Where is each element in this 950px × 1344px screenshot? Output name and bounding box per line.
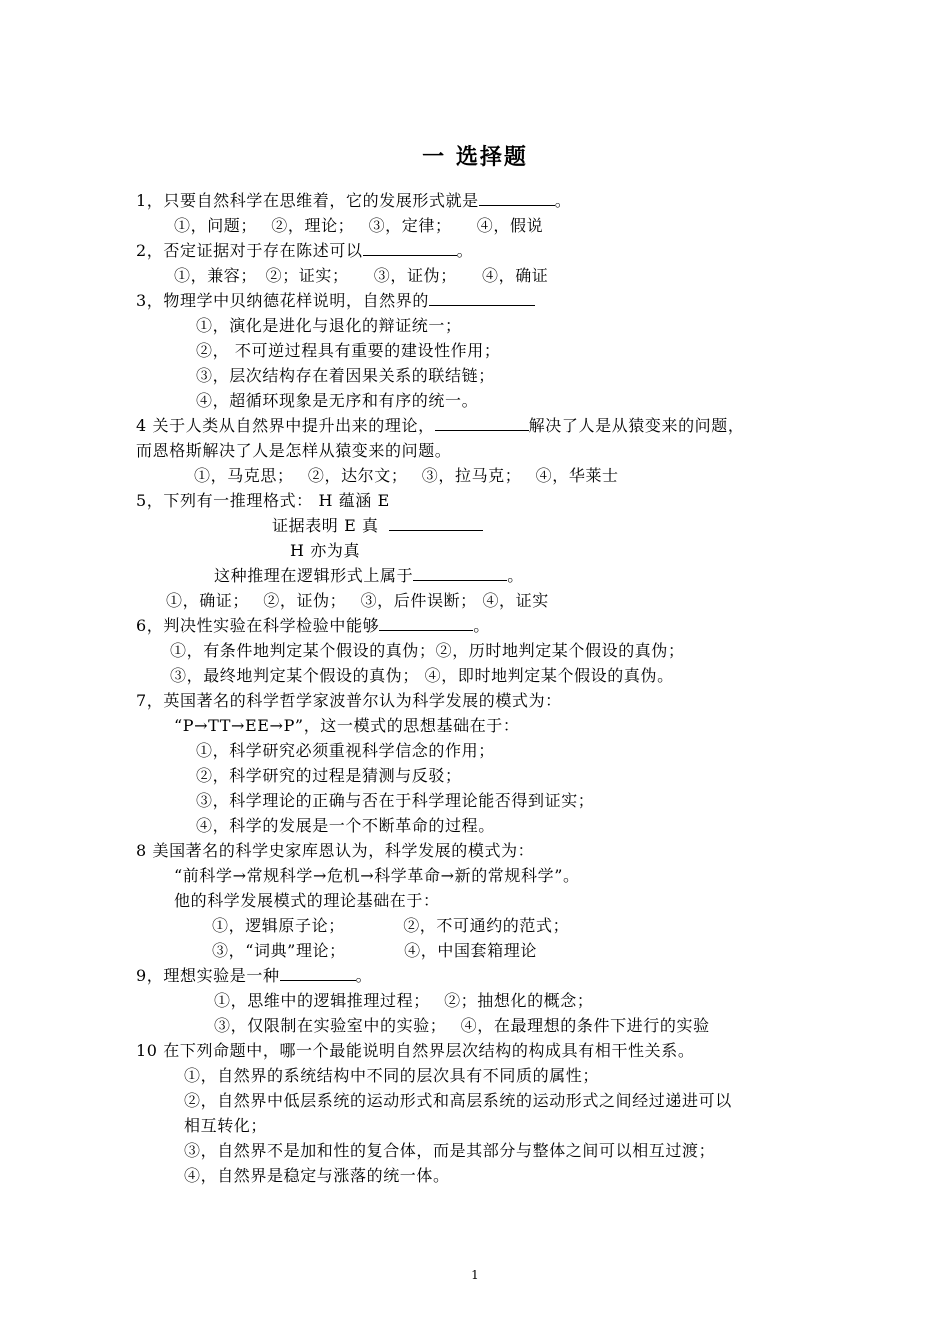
question-9-options-3-4: ③，仅限制在实验室中的实验； ④，在最理想的条件下进行的实验 <box>214 1016 710 1035</box>
question-text-end: 。 <box>456 241 474 260</box>
question-3-option-2: ②， 不可逆过程具有重要的建设性作用； <box>196 341 501 360</box>
question-6-options-1-2: ①，有条件地判定某个假设的真伪；②，历时地判定某个假设的真伪； <box>170 641 685 660</box>
answer-blank <box>413 566 507 581</box>
question-5-stem: 5，下列有一推理格式： H 蕴涵 E <box>136 491 390 510</box>
question-7-model: “P→TT→EE→P”，这一模式的思想基础在于： <box>174 716 520 735</box>
question-text-end: 。 <box>507 566 524 585</box>
question-3-option-1: ①，演化是进化与退化的辩证统一； <box>196 316 462 335</box>
question-6-stem <box>136 615 490 637</box>
page-number: 1 <box>471 1268 479 1282</box>
question-7-stem: 7，英国著名的科学哲学家波普尔认为科学发展的模式为： <box>136 691 562 710</box>
question-text-end: 。 <box>554 191 572 210</box>
question-4-stem-line-2: 而恩格斯解决了人是怎样从猿变来的问题。 <box>136 441 452 460</box>
question-4-options: ①，马克思； ②，达尔文； ③，拉马克； ④，华莱士 <box>194 466 619 485</box>
question-text-end: 。 <box>355 966 373 985</box>
question-5-question <box>214 565 524 587</box>
page-title: 一 选择题 <box>422 144 528 170</box>
question-8-model: “前科学→常规科学→危机→科学革命→新的常规科学”。 <box>174 866 580 885</box>
question-text: 2，否定证据对于存在陈述可以 <box>136 241 363 260</box>
question-9-options-1-2: ①，思维中的逻辑推理过程； ②；抽想化的概念； <box>214 991 594 1010</box>
question-text: 4 关于人类从自然界中提升出来的理论， <box>136 416 435 435</box>
question-1-options: ①，问题； ②，理论； ③，定律； ④，假说 <box>174 216 544 235</box>
question-3-option-4: ④，超循环现象是无序和有序的统一。 <box>196 391 479 410</box>
question-10-option-2-continued: 相互转化； <box>184 1116 268 1135</box>
answer-blank <box>479 191 555 206</box>
conclusion-rule <box>389 516 483 531</box>
question-4-stem <box>136 415 744 437</box>
question-8-stem: 8 美国著名的科学史家库恩认为，科学发展的模式为： <box>136 841 535 860</box>
question-1-stem <box>136 190 571 212</box>
question-text: 9，理想实验是一种 <box>136 966 280 985</box>
question-7-option-4: ④，科学的发展是一个不断革命的过程。 <box>196 816 495 835</box>
answer-blank <box>280 966 356 981</box>
question-2-stem <box>136 240 473 262</box>
question-3-stem <box>136 290 535 312</box>
question-text: 这种推理在逻辑形式上属于 <box>214 566 414 585</box>
question-text: 1，只要自然科学在思维着，它的发展形式就是 <box>136 191 479 210</box>
answer-blank <box>363 241 457 256</box>
question-text: 3，物理学中贝纳德花样说明，自然界的 <box>136 291 429 310</box>
question-5-premise <box>272 515 483 537</box>
question-8-prompt: 他的科学发展模式的理论基础在于： <box>174 891 440 910</box>
question-text-end: 解决了人是从猿变来的问题， <box>528 416 745 435</box>
question-8-options-1-2: ①，逻辑原子论； ②，不可通约的范式； <box>212 916 570 935</box>
question-7-option-2: ②，科学研究的过程是猜测与反驳； <box>196 766 462 785</box>
question-2-options: ①，兼容； ②；证实； ③，证伪； ④，确证 <box>174 266 549 285</box>
answer-blank <box>435 416 529 431</box>
question-10-option-2: ②，自然界中低层系统的运动形式和高层系统的运动形式之间经过递进可以 <box>184 1091 732 1110</box>
question-8-options-3-4: ③，“词典”理论； ④，中国套箱理论 <box>212 941 537 960</box>
question-10-option-1: ①，自然界的系统结构中不同的层次具有不同质的属性； <box>184 1066 600 1085</box>
answer-blank <box>429 291 535 306</box>
question-5-conclusion: H 亦为真 <box>290 541 361 560</box>
question-6-options-3-4: ③，最终地判定某个假设的真伪； ④，即时地判定某个假设的真伪。 <box>170 666 674 685</box>
question-3-option-3: ③，层次结构存在着因果关系的联结链； <box>196 366 495 385</box>
question-10-option-4: ④，自然界是稳定与涨落的统一体。 <box>184 1166 450 1185</box>
question-5-options: ①，确证； ②，证伪； ③，后件误断； ④，证实 <box>166 591 549 610</box>
answer-blank <box>379 616 473 631</box>
question-10-stem: 10 在下列命题中，哪一个最能说明自然界层次结构的构成具有相干性关系。 <box>136 1041 695 1060</box>
question-7-option-1: ①，科学研究必须重视科学信念的作用； <box>196 741 495 760</box>
question-9-stem <box>136 965 372 987</box>
question-text: 6，判决性实验在科学检验中能够 <box>136 616 380 635</box>
question-7-option-3: ③，科学理论的正确与否在于科学理论能否得到证实； <box>196 791 595 810</box>
question-text-end: 。 <box>473 616 490 635</box>
premise-text: 证据表明 E 真 <box>272 516 379 535</box>
question-10-option-3: ③，自然界不是加和性的复合体，而是其部分与整体之间可以相互过渡； <box>184 1141 716 1160</box>
